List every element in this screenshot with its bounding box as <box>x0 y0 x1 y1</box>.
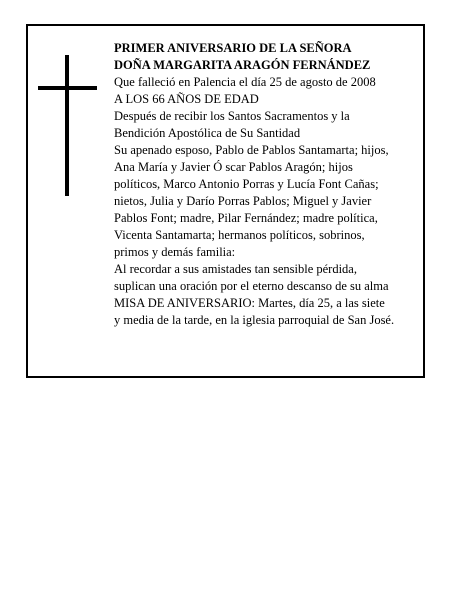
notice-line: Ana María y Javier Ó scar Pablos Aragón; hijos <box>114 160 353 174</box>
cross-icon <box>65 55 69 196</box>
notice-line: nietos, Julia y Darío Porras Pablos; Miguel y Javier <box>114 194 372 208</box>
notice-line: Su apenado esposo, Pablo de Pablos Santamarta; hijos, <box>114 143 389 157</box>
notice-line: A LOS 66 AÑOS DE EDAD <box>114 92 259 106</box>
notice-line: DOÑA MARGARITA ARAGÓN FERNÁNDEZ <box>114 58 371 72</box>
notice-line: Al recordar a sus amistades tan sensible pérdida, <box>114 262 357 276</box>
notice-line: Bendición Apostólica de Su Santidad <box>114 126 301 140</box>
notice-line: Después de recibir los Santos Sacramentos y la <box>114 109 350 123</box>
cross-icon-bar <box>38 86 97 90</box>
notice-line: MISA DE ANIVERSARIO: Martes, día 25, a las siete <box>114 296 385 310</box>
notice-line: Que falleció en Palencia el día 25 de agosto de 2008 <box>114 75 376 89</box>
notice-line: y media de la tarde, en la iglesia parroquial de San José. <box>114 313 395 327</box>
obituary-text <box>114 40 424 329</box>
notice-line: Pablos Font; madre, Pilar Fernández; madre política, <box>114 211 378 225</box>
notice-line: PRIMER ANIVERSARIO DE LA SEÑORA <box>114 41 352 55</box>
notice-line: primos y demás familia: <box>114 245 236 259</box>
notice-line: suplican una oración por el eterno descanso de su alma <box>114 279 389 293</box>
notice-line: políticos, Marco Antonio Porras y Lucía Font Cañas; <box>114 177 379 191</box>
notice-line: Vicenta Santamarta; hermanos políticos, sobrinos, <box>114 228 365 242</box>
